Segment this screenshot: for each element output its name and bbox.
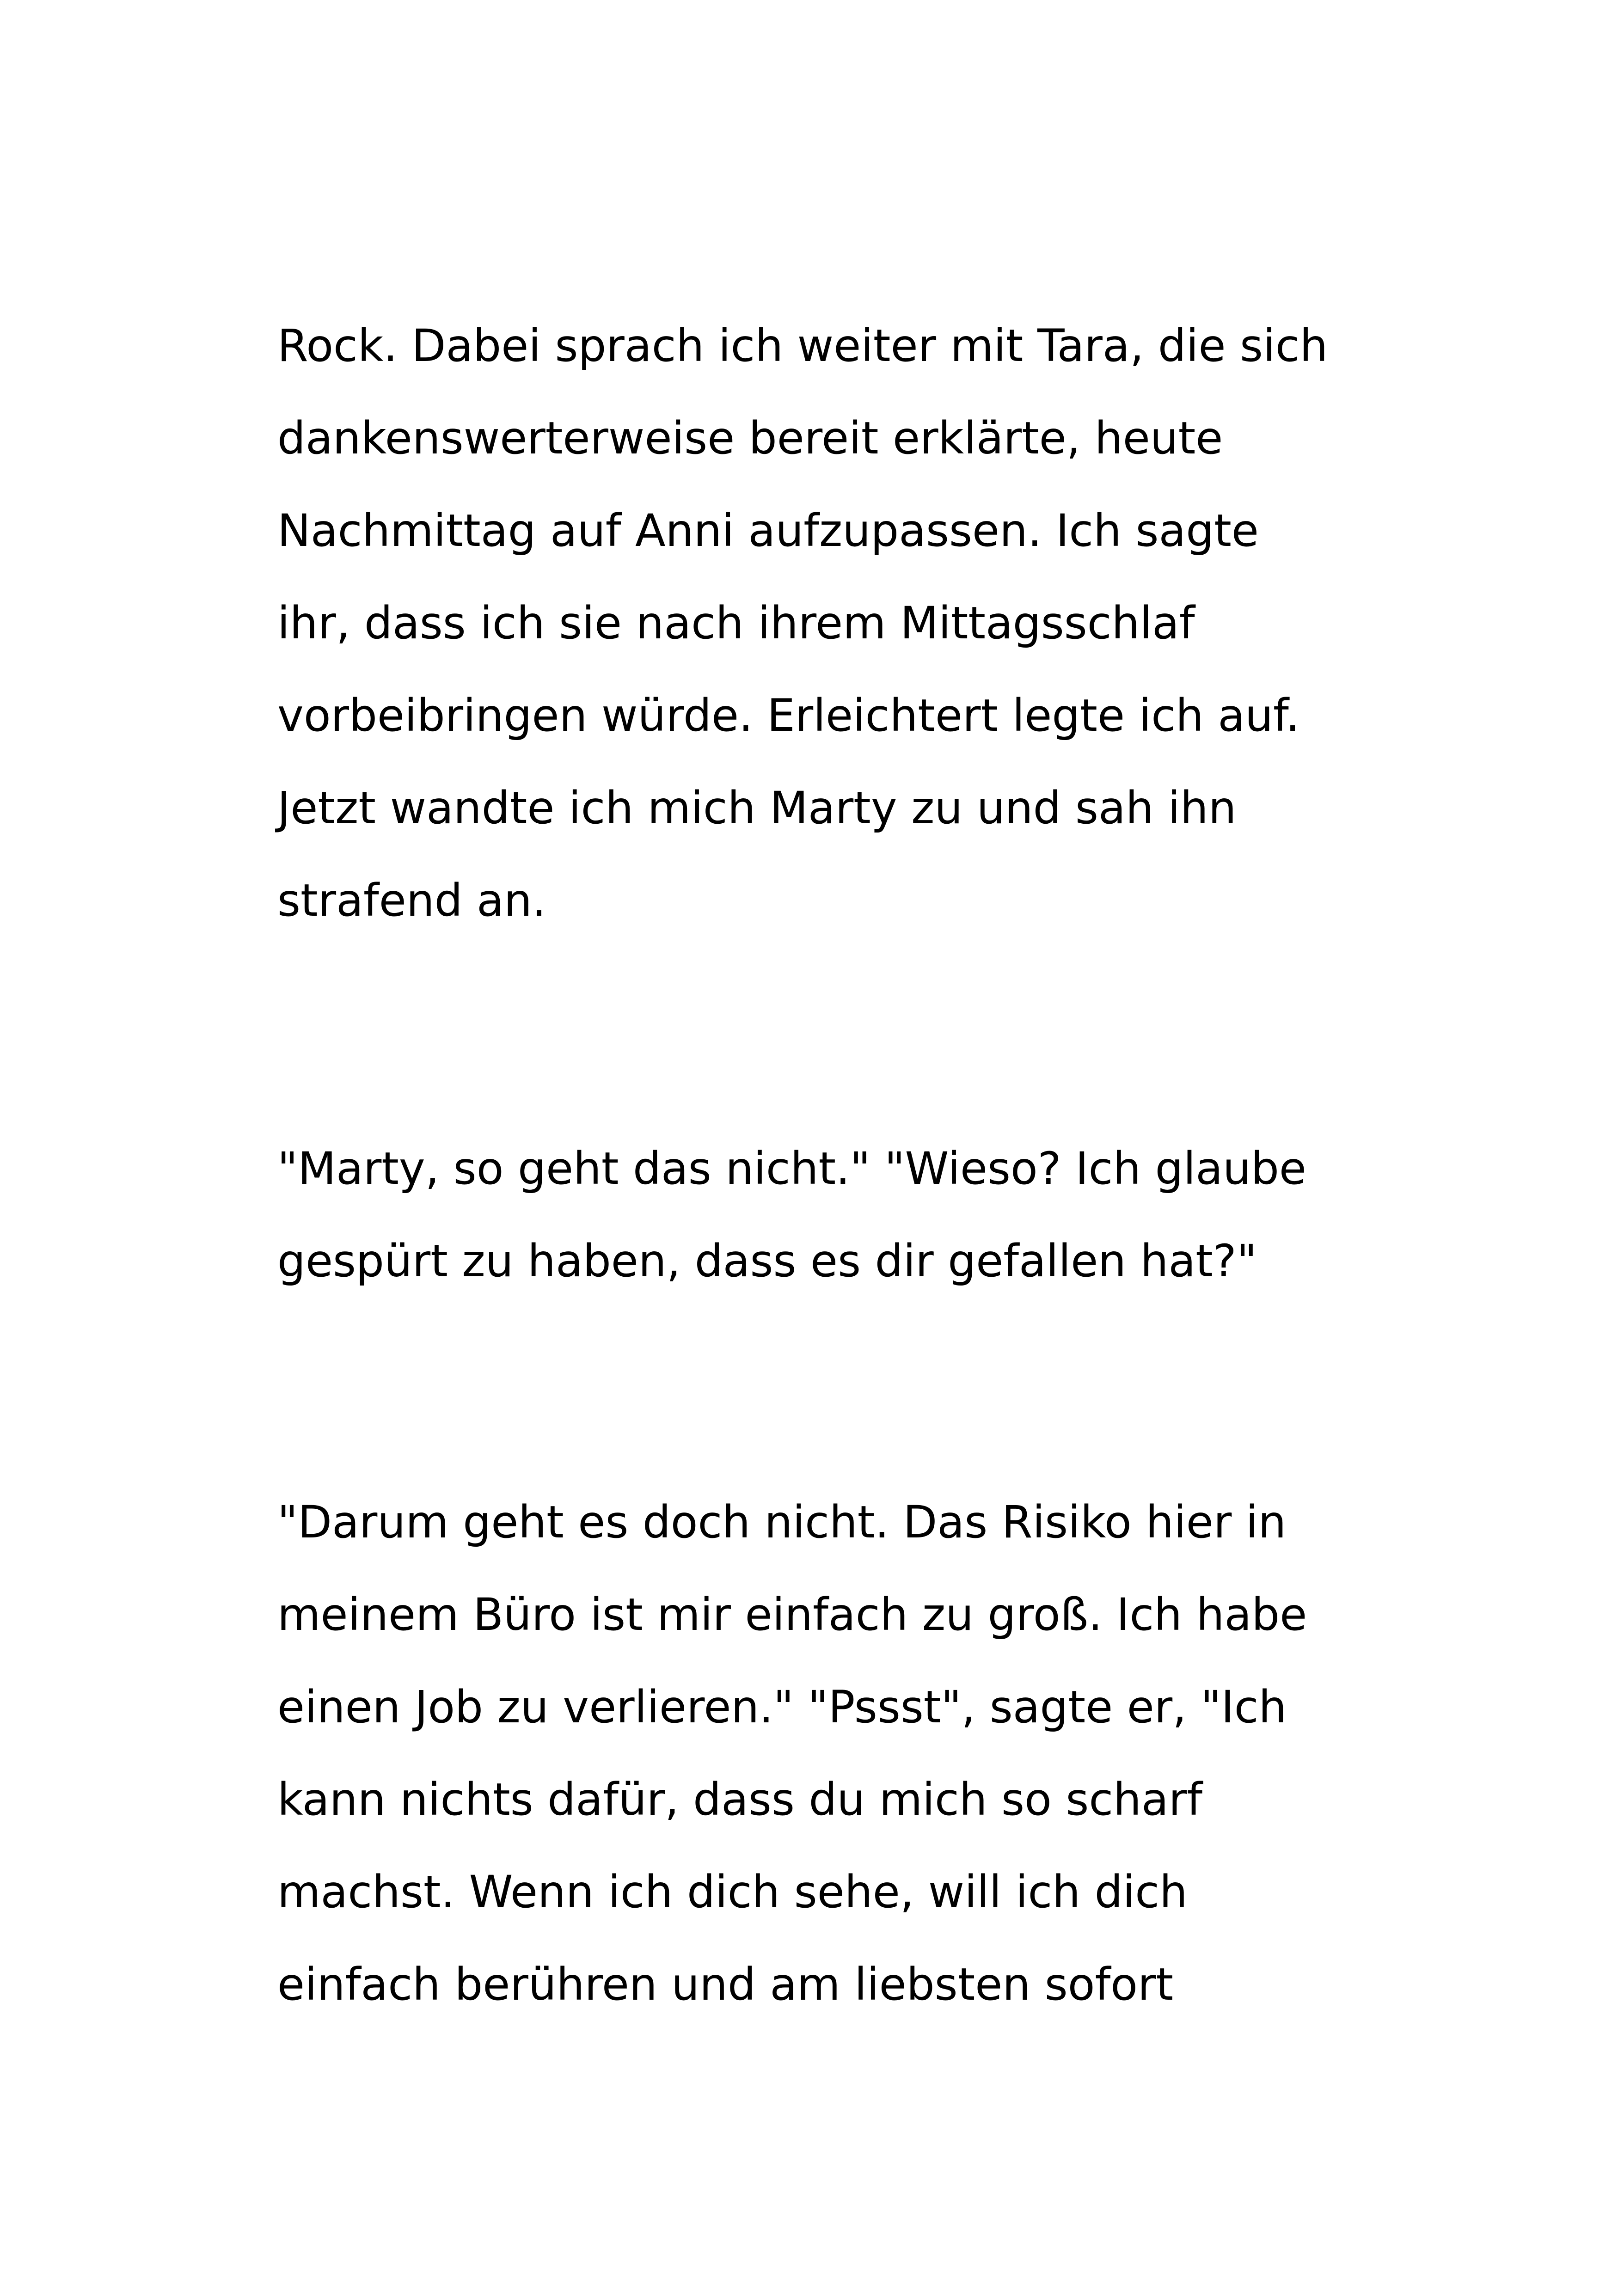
text-line: machst. Wenn ich dich sehe, will ich dich <box>277 1866 1188 1918</box>
text-line: "Marty, so geht das nicht." "Wieso? Ich glaube <box>277 1143 1306 1194</box>
text-line: strafend an. <box>277 875 546 926</box>
text-line: Nachmittag auf Anni aufzupassen. Ich sagte <box>277 505 1259 557</box>
text-line: vorbeibringen würde. Erleichtert legte ich auf. <box>277 690 1300 741</box>
text-line: einfach berühren und am liebsten sofort <box>277 1959 1174 2010</box>
text-line: gespürt zu haben, dass es dir gefallen hat?" <box>277 1235 1257 1287</box>
text-line: Rock. Dabei sprach ich weiter mit Tara, die sich <box>277 320 1328 372</box>
text-line: kann nichts dafür, dass du mich so scharf <box>277 1774 1203 1825</box>
text-line: ihr, dass ich sie nach ihrem Mittagsschlaf <box>277 597 1195 649</box>
text-line: meinem Büro ist mir einfach zu groß. Ich habe <box>277 1589 1307 1641</box>
text-line: "Darum geht es doch nicht. Das Risiko hier in <box>277 1496 1287 1548</box>
text-line: Jetzt wandte ich mich Marty zu und sah ihn <box>277 782 1237 834</box>
text-line: einen Job zu verlieren." "Pssst", sagte er, "Ich <box>277 1681 1287 1733</box>
text-line: dankenswerterweise bereit erklärte, heute <box>277 412 1223 464</box>
